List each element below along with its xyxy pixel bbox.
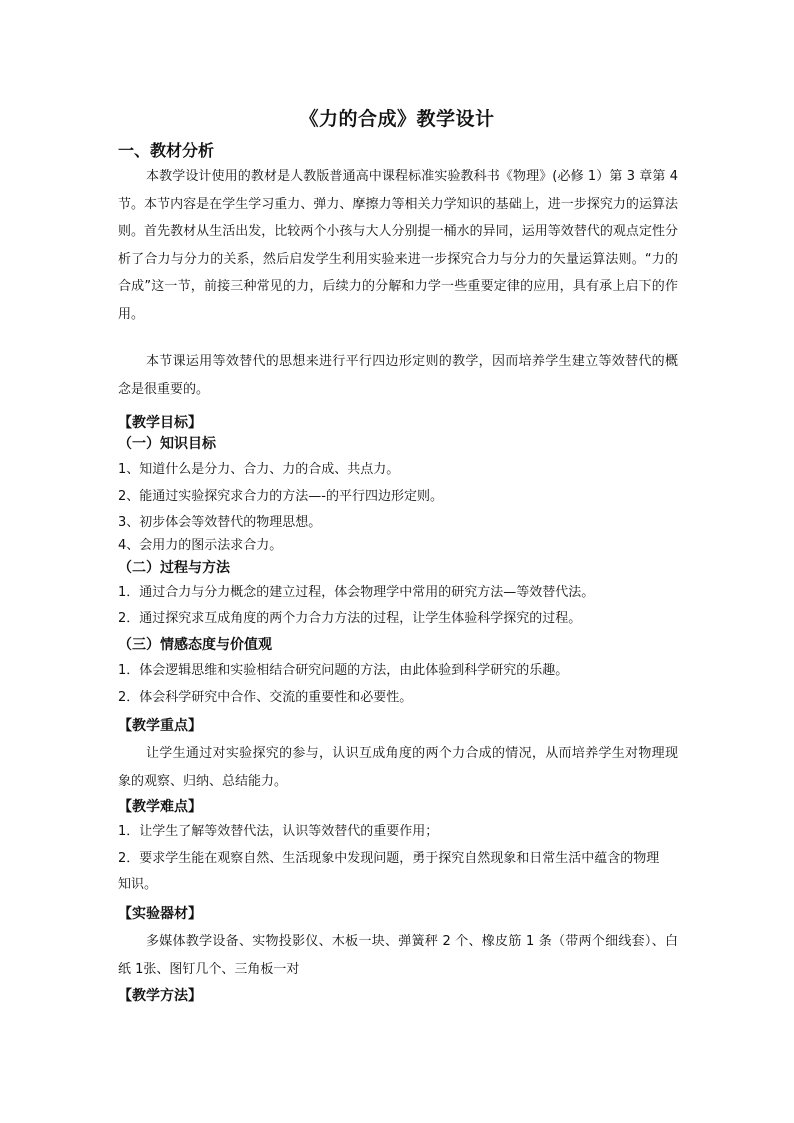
difficulty-item: 1．让学生了解等效替代法，认识等效替代的重要作用； [118, 824, 439, 839]
knowledge-goal-item: 4、会用力的图示法求合力。 [118, 538, 283, 553]
teaching-method-heading: 【教学方法】 [118, 988, 202, 1004]
teaching-goals-heading: 【教学目标】 [118, 415, 202, 431]
attitude-values-heading: （三）情感态度与价值观 [118, 637, 272, 653]
textbook-analysis-paragraph-1: 本教学设计使用的教材是人教版普通高中课程标准实验教科书《物理》(必修 1）第 3 章第 4 节。本节内容是在学生学习重力、弹力、摩擦力等相关力学知识的基础上，进一步探究力的运算法则。首先教材从生活出发，比较两个小孩与大人分别提一桶水的异同，运用等效替代的观点定性分析了合力与分力的关系，然后启发学生利用实验来进一步探究合力与分力的矢量运算法则。“力的合成”这一节，前接三种常见的力，后续力的分解和力学一些重要定律的应用，具有承上启下的作用。 [118, 169, 678, 322]
knowledge-goal-item: 3、初步体会等效替代的物理思想。 [118, 515, 322, 530]
difficulty-item: 2．要求学生能在观察自然、生活现象中发现问题，勇于探究自然现象和日常生活中蕴含的物理知识。 [118, 851, 660, 892]
knowledge-goal-item: 2、能通过实验探究求合力的方法—-的平行四边形定则。 [118, 489, 443, 504]
process-method-heading: （二）过程与方法 [118, 560, 230, 576]
equipment-text: 多媒体教学设备、实物投影仪、木板一块、弹簧秤 2 个、橡皮筋 1 条（带两个细线套）、白纸 1张、图钉几个、三角板一对 [118, 934, 678, 977]
key-point-heading: 【教学重点】 [118, 718, 202, 734]
document-title: 《力的合成》教学设计 [299, 108, 495, 130]
attitude-goal-item: 2．体会科学研究中合作、交流的重要性和必要性。 [118, 690, 413, 705]
key-point-text: 让学生通过对实验探究的参与，认识互成角度的两个力合成的情况，从而培养学生对物理现象的观察、归纳、总结能力。 [118, 746, 678, 789]
attitude-goal-item: 1．体会逻辑思维和实验相结合研究问题的方法，由此体验到科学研究的乐趣。 [118, 663, 569, 678]
section-heading-textbook-analysis: 一、教材分析 [118, 141, 215, 160]
process-goal-item: 2．通过探究求互成角度的两个力合力方法的过程，让学生体验科学探究的过程。 [118, 611, 582, 626]
knowledge-goals-heading: （一）知识目标 [118, 436, 216, 452]
equipment-heading: 【实验器材】 [118, 906, 202, 922]
knowledge-goal-item: 1、知道什么是分力、合力、力的合成、共点力。 [118, 462, 400, 477]
difficulty-heading: 【教学难点】 [118, 799, 202, 815]
textbook-analysis-paragraph-2: 本节课运用等效替代的思想来进行平行四边形定则的教学，因而培养学生建立等效替代的概念是很重要的。 [118, 354, 678, 397]
process-goal-item: 1．通过合力与分力概念的建立过程，体会物理学中常用的研究方法—等效替代法。 [118, 585, 595, 600]
